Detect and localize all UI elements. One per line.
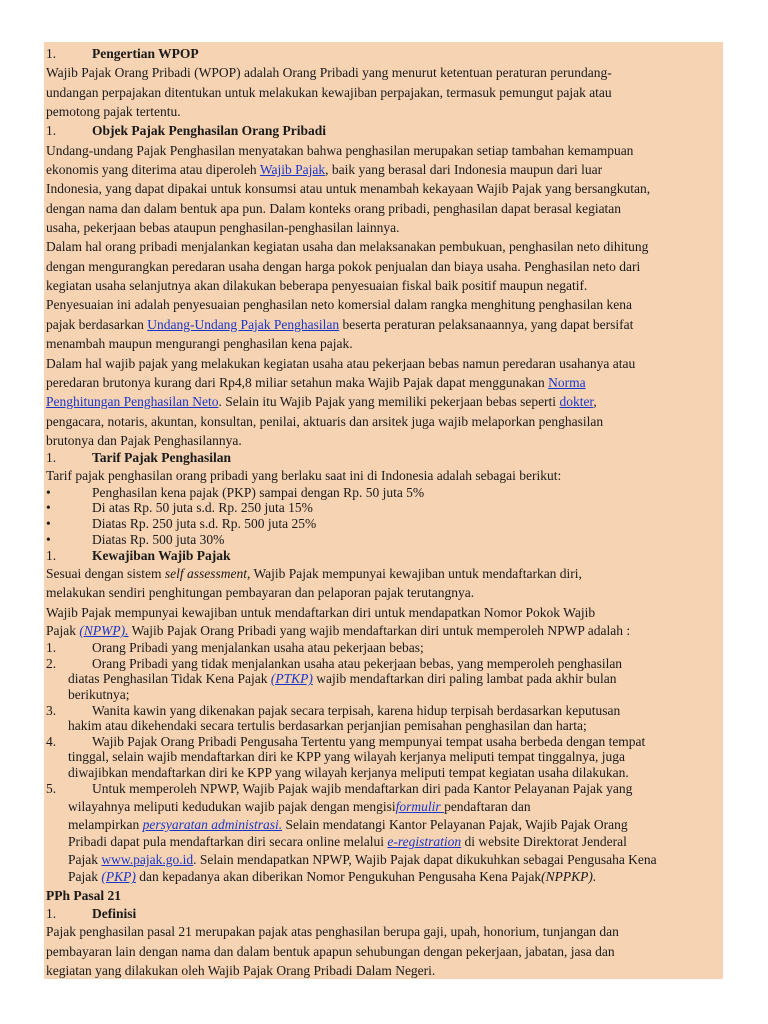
paragraph-line: melakukan sendiri penghitungan pembayaran dan pelaporan pajak terutangnya. [46,585,475,601]
list-number: 3. [46,702,57,718]
paragraph-line: Undang-undang Pajak Penghasilan menyatakan bahwa penghasilan merupakan setiap tambahan kemampuan [46,142,634,158]
paragraph-line: menambah maupun mengurangi penghasilan kena pajak. [46,336,353,352]
link-e-registration[interactable]: e-registration [387,834,462,850]
text-span: Pajak [46,623,80,639]
document-page [44,42,723,979]
list-number: 4. [46,733,57,749]
heading-pph-pasal-21: PPh Pasal 21 [46,888,122,904]
bullet-text: Diatas Rp. 500 juta 30% [92,531,225,547]
list-text: Untuk memperoleh NPWP, Wajib Pajak wajib mendaftarkan diri pada Kantor Pelayanan Pajak yang [92,781,633,797]
heading-text: Tarif Pajak Penghasilan [92,450,232,466]
text-span: , Wajib Pajak mempunyai kewajiban untuk mendaftarkan diri, [246,566,582,582]
paragraph-line: Penyesuaian ini adalah penyesuaian penghasilan neto komersial dalam rangka menghitung penghasilan kena [46,297,632,313]
list-text-line: berikutnya; [68,686,130,702]
heading-tarif-pajak [46,450,723,466]
text-span: melampirkan [68,816,143,832]
bullet-item [46,485,723,501]
paragraph-line: Tarif pajak penghasilan orang pribadi yang berlaku saat ini di Indonesia adalah sebagai berikut: [46,467,562,483]
text-span: diatas Penghasilan Tidak Kena Pajak [68,671,271,687]
link-pajak-go-id[interactable]: www.pajak.go.id [101,851,194,867]
link-undang-undang-pph[interactable]: Undang-Undang Pajak Penghasilan [147,316,340,332]
paragraph-line: Wajib Pajak Orang Pribadi (WPOP) adalah Orang Pribadi yang menurut ketentuan peraturan perundang- [46,65,612,81]
paragraph-line: undangan perpajakan ditentukan untuk melakukan kewajiban perpajakan, termasuk pemungut pajak atau [46,84,612,100]
ordered-item [46,703,723,734]
heading-text: Objek Pajak Penghasilan Orang Pribadi [92,123,327,139]
list-text-line [46,833,723,851]
paragraph-line: dengan nama dan dalam bentuk apa pun. Dalam konteks orang pribadi, penghasilan dapat berasal kegiatan [46,200,622,216]
text-span: wajib mendaftarkan diri paling lambat pada akhir bulan [312,671,617,687]
heading-number: 1. [46,548,57,564]
paragraph-line: Indonesia, yang dapat dipakai untuk konsumsi atau untuk menambah kekayaan Wajib Pajak yang bersangkutan, [46,181,651,197]
paragraph-line: kegiatan yang dilakukan oleh Wajib Pajak Orang Pribadi Dalam Negeri. [46,963,436,979]
paragraph-line [46,564,723,583]
text-span: peredaran brutonya kurang dari Rp4,8 miliar setahun maka Wajib Pajak dapat menggunakan [46,374,549,390]
text-span: . Selain itu Wajib Pajak yang memiliki pekerjaan bebas seperti [218,394,560,410]
list-text: Wanita kawin yang dikenakan pajak secara terpisah, karena hidup terpisah berdasarkan keputusan [92,702,621,718]
text-span: , [593,394,597,410]
list-number: 2. [46,655,57,671]
heading-text: Definisi [92,906,137,922]
paragraph-line: dengan mengurangkan peredaran usaha dengan harga pokok penjualan dan biaya usaha. Penghasilan neto dari [46,258,641,274]
list-number: 5. [46,781,57,797]
paragraph-line: pembayaran lain dengan nama dan dalam bentuk apapun sehubungan dengan pekerjaan, jabatan, jasa dan [46,943,615,959]
heading-text: Kewajiban Wajib Pajak [92,548,231,564]
paragraph-line [46,160,723,179]
link-norma-penghitungan[interactable]: Norma [548,374,586,390]
bullet-item [46,532,723,548]
paragraph-line: kegiatan usaha selanjutnya akan dilakukan beberapa penyesuaian fiskal baik positif maupun negatif. [46,278,588,294]
list-text-line [46,868,723,886]
ordered-item [46,780,723,886]
list-text-line [46,816,723,834]
paragraph-line [46,622,723,640]
paragraph-line: Dalam hal wajib pajak yang melakukan kegiatan usaha atau pekerjaan bebas namun peredaran usahanya atau [46,355,636,371]
bullet-item [46,500,723,516]
link-norma-penghitungan-cont[interactable]: Penghitungan Penghasilan Neto [46,394,219,410]
text-span: pajak berdasarkan [46,316,148,332]
list-number: 1. [46,640,57,656]
heading-number: 1. [46,906,57,922]
text-emphasis: self assessment [164,566,247,582]
list-text: Orang Pribadi yang menjalankan usaha atau pekerjaan bebas; [92,640,424,656]
text-span: Wajib Pajak Orang Pribadi yang wajib mendaftarkan diri untuk memperoleh NPWP adalah : [128,623,631,639]
link-wajib-pajak[interactable]: Wajib Pajak [259,162,326,178]
bullet-text: Diatas Rp. 250 juta s.d. Rp. 500 juta 25% [92,515,317,531]
bullet-glyph: • [46,484,51,500]
text-span: Selain mendatangi Kantor Pelayanan Pajak, Wajib Pajak Orang [282,816,628,832]
text-span: Pajak [68,869,102,885]
text-span: Pribadi dapat pula mendaftarkan diri secara online melalui [68,834,388,850]
text-span: di website Direktorat Jenderal [461,834,627,850]
heading-text: Pengertian WPOP [92,46,199,61]
paragraph-line [46,373,723,392]
bullet-text: Penghasilan kena pajak (PKP) sampai dengan Rp. 50 juta 5% [92,484,425,500]
bullet-text: Di atas Rp. 50 juta s.d. Rp. 250 juta 15% [92,500,313,516]
heading-number: 1. [46,450,57,466]
text-emphasis: (NPPKP). [541,869,597,885]
heading-definisi [46,905,723,922]
heading-kewajiban [46,547,723,564]
paragraph-line: Pajak penghasilan pasal 21 merupakan pajak atas penghasilan berupa gaji, upah, honorium, tunjangan dan [46,924,619,940]
bullet-glyph: • [46,531,51,547]
link-formulir[interactable]: formulir [395,799,445,815]
text-span: , baik yang berasal dari Indonesia maupun dari luar [325,162,603,178]
heading-number: 1. [46,123,57,139]
text-span: dan kepadanya akan diberikan Nomor Pengukuhan Pengusaha Kena Pajak [135,869,542,885]
paragraph-line: brutonya dan Pajak Penghasilannya. [46,432,242,448]
text-span: . Selain mendapatkan NPWP, Wajib Pajak dapat dikukuhkan sebagai Pengusaha Kena [193,851,657,867]
link-ptkp[interactable]: (PTKP) [270,671,313,687]
link-pkp[interactable]: (PKP) [101,869,136,885]
ordered-item [46,656,723,703]
list-text-line [46,671,723,687]
text-span: beserta peraturan pelaksanaannya, yang dapat bersifat [339,316,634,332]
list-text-line: tinggal, selain wajib mendaftarkan diri ke KPP yang wilayah kerjanya meliputi tempat tinggalnya, juga [68,749,625,765]
ordered-item [46,640,723,656]
text-span: Pajak [68,851,102,867]
paragraph-line: pengacara, notaris, akuntan, konsultan, penilai, aktuaris dan arsitek juga wajib melaporkan penghasilan [46,413,604,429]
text-span: Sesuai dengan sistem [46,566,165,582]
link-dokter[interactable]: dokter [559,394,594,410]
link-npwp[interactable]: (NPWP). [79,623,129,639]
bullet-glyph: • [46,515,51,531]
list-text: Orang Pribadi yang tidak menjalankan usaha atau pekerjaan bebas, yang memperoleh penghasilan [92,655,623,671]
paragraph-line: Wajib Pajak mempunyai kewajiban untuk mendaftarkan diri untuk mendapatkan Nomor Pokok Wajib [46,604,596,620]
paragraph-line [46,392,723,411]
list-text-line [46,851,723,869]
ordered-item [46,734,723,781]
list-text-line [46,798,723,816]
bullet-glyph: • [46,500,51,516]
heading-number: 1. [46,46,57,61]
heading-objek-pajak [46,121,723,140]
paragraph-line [46,315,723,334]
paragraph-line: Dalam hal orang pribadi menjalankan kegiatan usaha dan melaksanakan pembukuan, penghasilan neto dihitung [46,239,649,255]
bullet-item [46,516,723,532]
text-span: wilayahnya meliputi kedudukan wajib pajak dengan mengisi [68,799,396,815]
paragraph-line: usaha, pekerjaan bebas ataupun penghasilan-penghasilan lainnya. [46,220,400,236]
list-text-line: hakim atau dikehendaki secara tertulis berdasarkan perjanjian pemisahan penghasilan dan harta; [68,718,587,734]
list-text-line: diwajibkan mendaftarkan diri ke KPP yang wilayah kerjanya meliputi tempat kegiatan usaha dilakukan. [68,764,629,780]
list-text: Wajib Pajak Orang Pribadi Pengusaha Tertentu yang mempunyai tempat usaha berbeda dengan tempat [92,733,646,749]
heading-pengertian-wpop [46,44,723,63]
paragraph-line: pemotong pajak tertentu. [46,104,181,120]
text-span: ekonomis yang diterima atau diperoleh [46,162,260,178]
link-persyaratan-administrasi[interactable]: persyaratan administrasi. [142,816,283,832]
text-span: pendaftaran dan [444,799,531,815]
